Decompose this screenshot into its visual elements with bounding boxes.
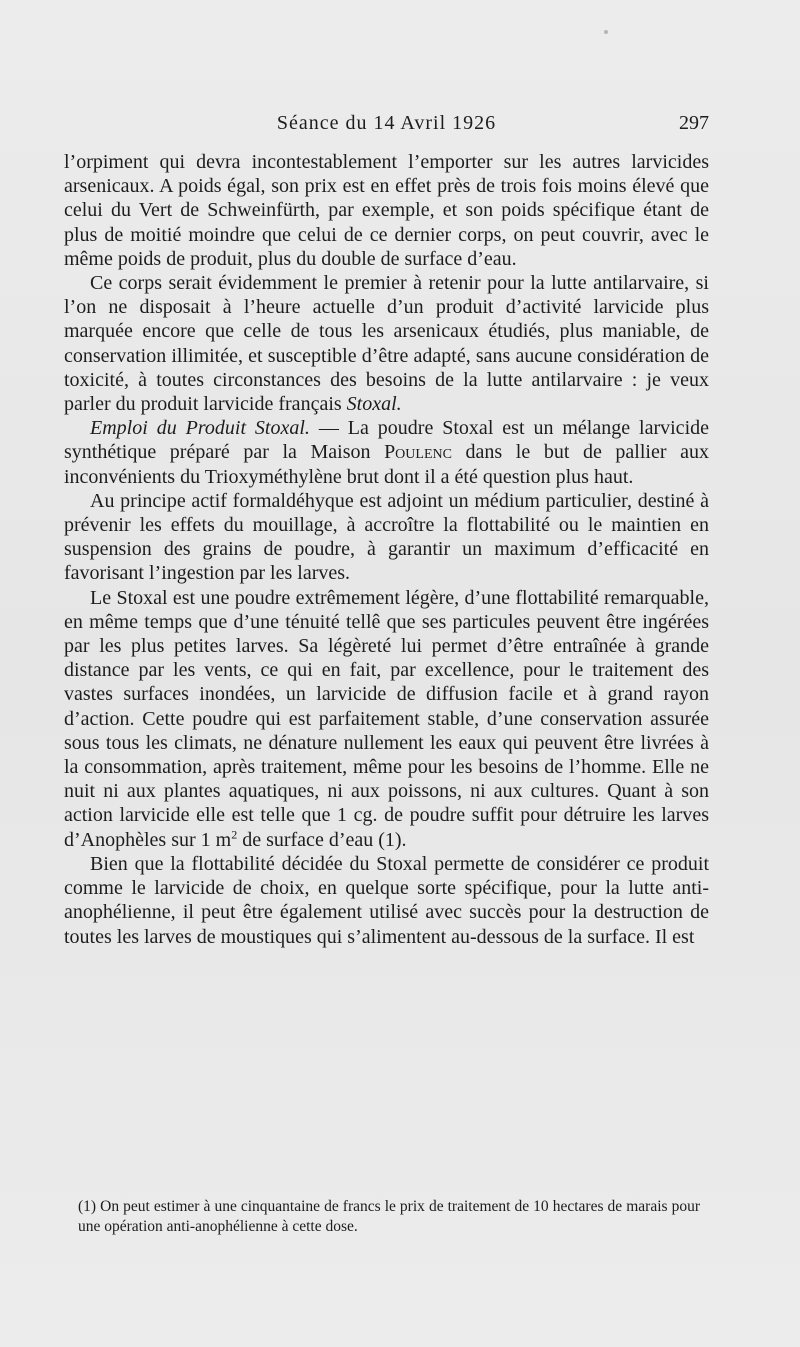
paragraph-2-text: Ce corps serait évidemment le premier à retenir pour la lutte antilarvaire, si l’on ne disposait à l’heure actuelle d’un produit d’activité larvicide plus marquée encore que celle de tous les arsenicaux étudiés, plus maniable, de conservation illimitée, et susceptible d’être adapté, sans aucune considération de toxicité, à toutes circonstances des besoins de la lutte antilarvaire : je veux parler du produit larvicide français bbox=[64, 272, 709, 416]
paragraph-5-text-a: Le Stoxal est une poudre extrêmement légère, d’une flottabilité remarquable, en même temps que d’une ténuité tellê que ses particules peuvent être ingérées par les plus petites larves. Sa légèreté lui permet d’être entraînée à grande distance par les vents, ce qui en fait, par excellence, pour le traitement des vastes surfaces inondées, un larvicide de diffusion facile et à grand rayon d’action. Cette poudre qui est parfaitement stable, d’une conservation assurée sous tous les climats, ne dénature nullement les eaux qui peuvent être livrées à la consommation, après traitement, même pour les besoins de l’homme. Elle ne nuit ni aux plantes aquatiques, ni aux poissons, ni aux cultures. Quant à son action larvicide elle est telle que 1 cg. de poudre suffit pour détruire les larves d’Anophèles sur 1 m bbox=[64, 586, 709, 851]
superscript-2: 2 bbox=[231, 827, 238, 842]
paragraph-4: Au principe actif formaldéhyque est adjoint un médium particulier, destiné à prévenir les effets du mouillage, à accroître la flottabilité ou le maintien en suspension des grains de poudre, à garantir un maximum d’efficacité en favorisant l’ingestion par les larves. bbox=[64, 489, 709, 585]
body-text bbox=[64, 150, 709, 949]
paragraph-2 bbox=[64, 271, 709, 416]
paragraph-1: l’orpiment qui devra incontestablement l’emporter sur les autres larvicides arsenicaux. A poids égal, son prix est en effet près de trois fois moins élevé que celui du Vert de Schweinfürth, par exemple, et son poids spécifique étant de plus de moitié moindre que celui de ce dernier corps, on peut couvrir, avec le même poids de produit, plus du double de surface d’eau. bbox=[64, 151, 709, 270]
company-name: Poulenc bbox=[384, 441, 452, 464]
page-number: 297 bbox=[679, 112, 709, 134]
paragraph-3-text-b: dans le but de pallier aux inconvénients du Trioxyméthylène brut dont il a été question plus haut. bbox=[64, 441, 709, 488]
running-head: Séance du 14 Avril 1926 bbox=[276, 112, 497, 134]
section-heading: Emploi du Produit Stoxal. bbox=[90, 417, 310, 440]
paragraph-5-text-b: de surface d’eau (1). bbox=[237, 828, 407, 851]
paragraph-6: Bien que la flottabilité décidée du Stoxal permette de considérer ce produit comme le larvicide de choix, en quelque sorte spécifique, pour la lutte anti-anophélienne, il peut être également utilisé avec succès pour la destruction de toutes les larves de moustiques qui s’alimentent au-dessous de la surface. Il est bbox=[64, 852, 709, 948]
paper-speck bbox=[604, 30, 608, 34]
footnote: (1) On peut estimer à une cinquantaine de francs le prix de traitement de 10 hectares de marais pour une opération anti-anophélienne à cette dose. bbox=[78, 1198, 700, 1235]
page-header bbox=[64, 112, 709, 142]
paragraph-3 bbox=[64, 416, 709, 489]
product-name: Stoxal. bbox=[346, 393, 402, 416]
paragraph-5 bbox=[64, 586, 709, 852]
paragraph-3-text-a: — La poudre Stoxal est un mélange larvicide synthétique préparé par la Maison bbox=[64, 417, 709, 464]
